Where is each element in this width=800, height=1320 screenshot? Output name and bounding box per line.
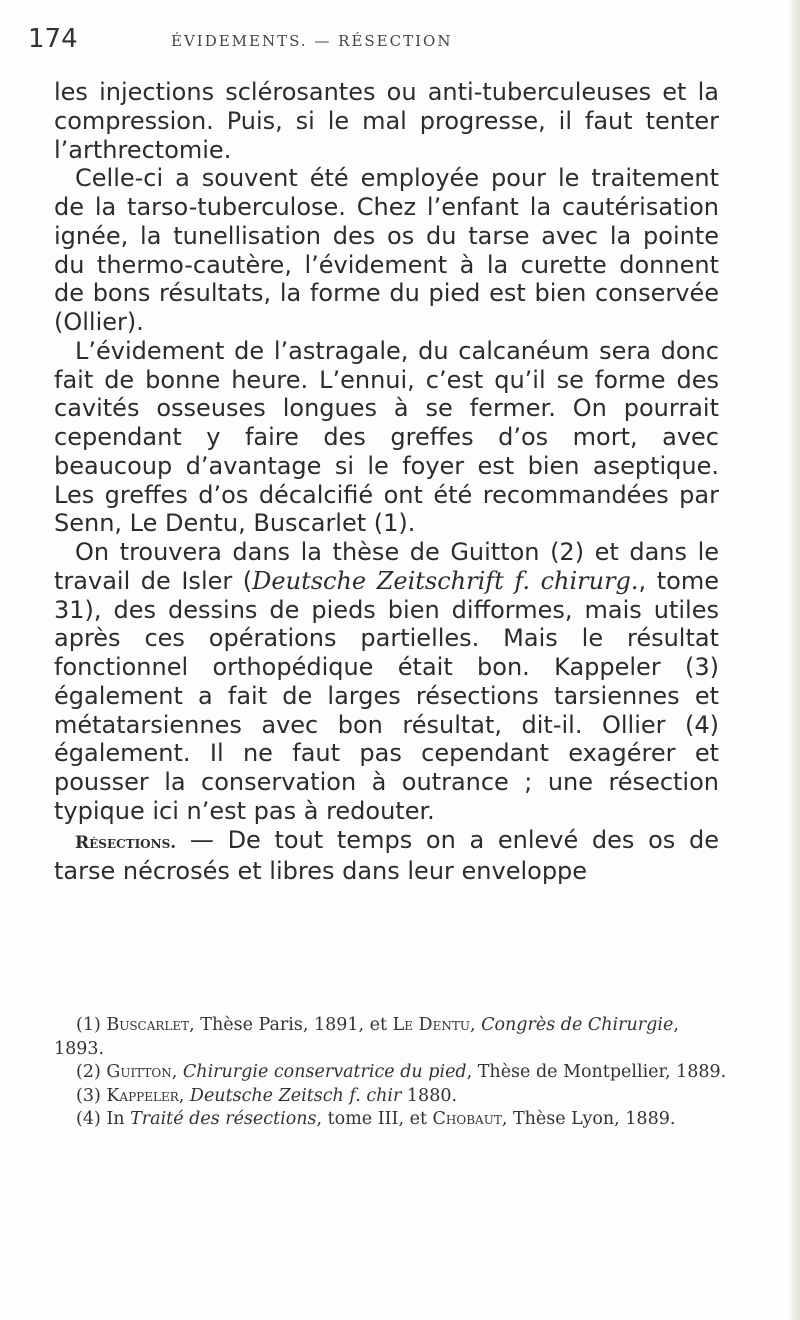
footnote-1-text-a: , Thèse Paris, 1891, et <box>189 1015 393 1035</box>
footnote-3-number: (3) <box>76 1085 107 1106</box>
paragraph-5-text: — De tout temps on a enlevé des os de tarse nécrosés et libres dans leur enveloppe <box>54 825 719 886</box>
paragraph-4-text-b: , tome 31), des dessins de pieds bien difformes, mais utiles après ces opérations partielles. Mais le résultat fonctionnel orthopédique était bon. Kappeler (3) également a fait de larges résections tarsiennes et métatarsiennes avec bon résultat, dit-il. Ollier (4) également. Il ne faut pas cependant exagérer et pousser la conservation à outrance ; une résection typique ici n’est pas à redouter. <box>54 566 719 825</box>
footnote-1-number: (1) <box>76 1015 107 1035</box>
footnote-4-author: Chobaut <box>432 1109 502 1130</box>
footnote-3 <box>54 1085 734 1109</box>
page-header <box>28 24 728 64</box>
footnote-4-number: (4) In <box>76 1109 131 1130</box>
footnote-4-text-a: , tome III, et <box>316 1109 433 1130</box>
paragraph-5 <box>54 826 719 887</box>
page-edge-shadow <box>788 0 800 1320</box>
footnotes <box>54 1014 734 1132</box>
footnote-3-author: Kappeler <box>106 1085 179 1106</box>
footnote-2-author: Guitton <box>106 1062 172 1083</box>
footnote-2 <box>54 1061 734 1085</box>
paragraph-4 <box>54 538 719 826</box>
paragraph-4-text-a: On trouvera dans la thèse de Guitton (2) et dans le travail de Isler ( <box>54 538 719 595</box>
paragraph-3: L’évidement de l’astragale, du calcanéum sera donc fait de bonne heure. L’ennui, c’est qu’il se forme des cavités osseuses longues à se fermer. On pourrait cependant y faire des greffes d’os mort, avec beaucoup d’avantage si le foyer est bien aseptique. Les greffes d’os décalcifié ont été recommandées par Senn, Le Dentu, Buscarlet (1). <box>54 336 719 538</box>
page-number: 174 <box>28 24 78 54</box>
running-head: ÉVIDEMENTS. — RÉSECTION <box>171 32 453 50</box>
footnote-3-separator: , <box>178 1085 190 1106</box>
paragraph-2: Celle-ci a souvent été employée pour le traitement de la tarso-tuberculose. Chez l’enfant la cautérisation ignée, la tunellisation des os du tarse avec la pointe du thermo-cautère, l’évidement à la curette donnent de bons résultats, la forme du pied est bien conservée (Ollier). <box>54 164 719 336</box>
journal-title: Deutsche Zeitschrift f. chirurg. <box>252 566 639 595</box>
paragraph-1: les injections sclérosantes ou anti-tuberculeuses et la compression. Puis, si le mal progresse, il faut tenter l’arthrectomie. <box>54 78 719 164</box>
main-text <box>54 78 719 886</box>
footnote-4 <box>54 1108 734 1132</box>
footnote-1-separator: , <box>469 1015 482 1035</box>
footnote-1-text-b: , 1893. <box>54 1015 679 1059</box>
footnote-1 <box>54 1014 734 1061</box>
footnote-2-title: Chirurgie conservatrice du pied <box>182 1062 467 1083</box>
footnote-4-text-b: , Thèse Lyon, 1889. <box>501 1109 676 1130</box>
footnote-4-title: Traité des résections <box>130 1109 317 1130</box>
footnote-1-title: Congrès de Chirurgie <box>481 1015 674 1035</box>
footnote-1-author-b: Le Dentu <box>392 1015 470 1035</box>
footnote-3-text: 1880. <box>401 1085 458 1106</box>
footnote-2-number: (2) <box>76 1062 107 1083</box>
footnote-2-text: , Thèse de Montpellier, 1889. <box>466 1062 727 1083</box>
footnote-3-title: Deutsche Zeitsch f. chir <box>189 1085 402 1106</box>
section-heading: Résections. <box>75 832 177 853</box>
footnote-1-author-a: Buscarlet <box>106 1015 190 1035</box>
footnote-2-separator: , <box>171 1062 183 1083</box>
